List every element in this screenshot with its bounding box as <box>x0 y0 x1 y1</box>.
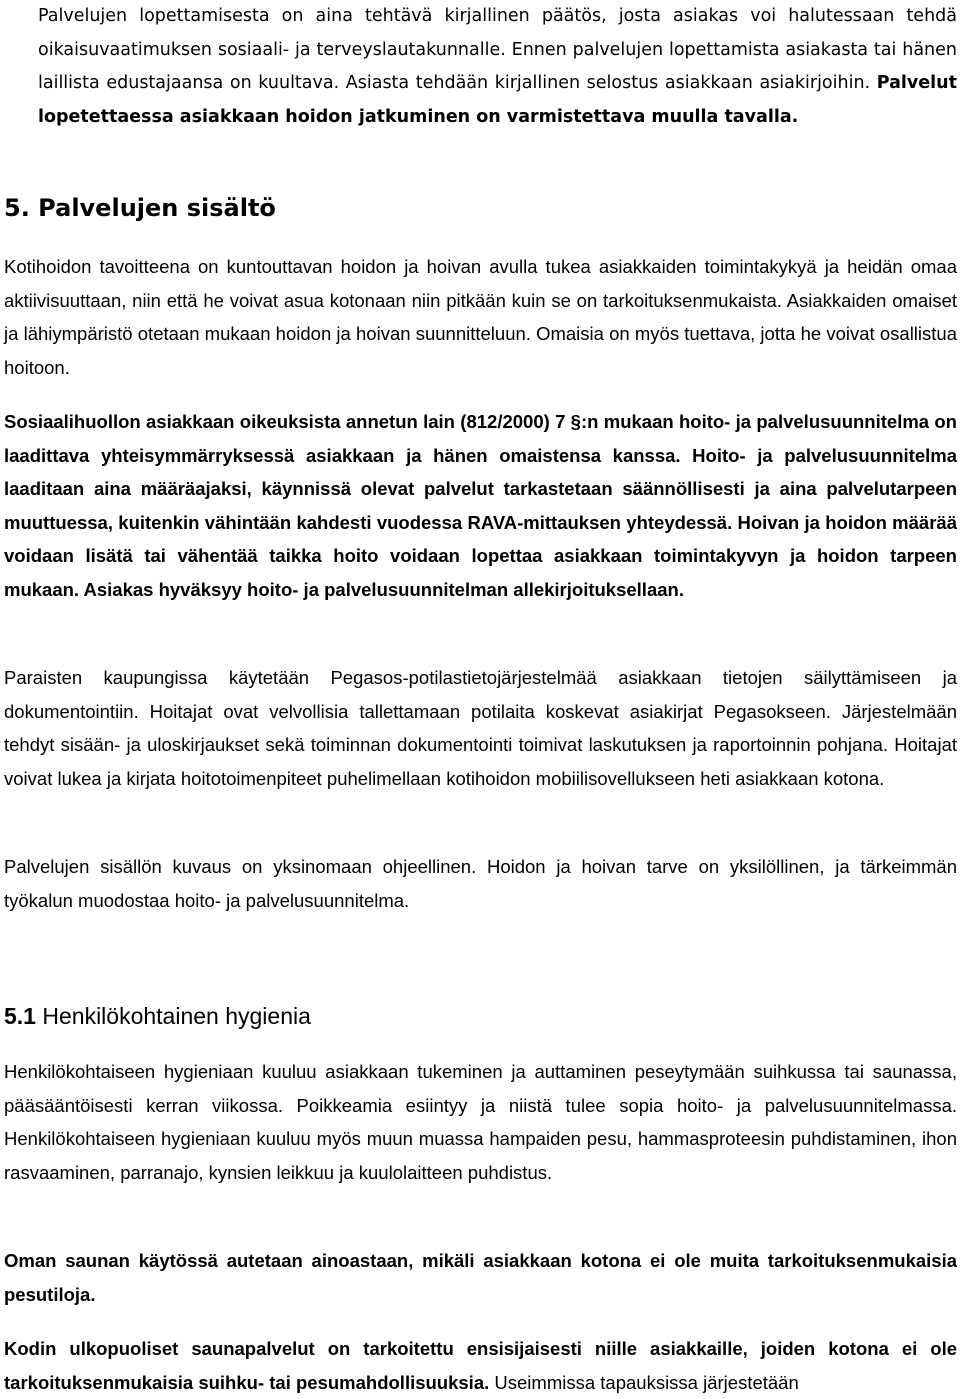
section-5-1-paragraph-1: Henkilökohtaiseen hygieniaan kuuluu asiakkaan tukeminen ja auttaminen peseytymään suihkussa tai saunassa, pääsääntöisesti kerran viikossa. Poikkeamia esiintyy ja niistä tulee sopia hoito- ja palvelusuunnitelmassa. Henkilökohtaiseen hygieniaan kuuluu myös muun muassa hampaiden pesu, hammasproteesin puhdistaminen, ihon rasvaaminen, parranajo, kynsien leikkuu ja kuulolaitteen puhdistus. <box>4 1061 957 1183</box>
section-5-paragraph-4: Palvelujen sisällön kuvaus on yksinomaan ohjeellinen. Hoidon ja hoivan tarve on yksilöllinen, ja tärkeimmän työkalun muodostaa hoito- ja palvelusuunnitelma. <box>4 856 957 911</box>
section-5-1-title: Henkilökohtainen hygienia <box>42 1003 311 1029</box>
section-5-paragraph-1: Kotihoidon tavoitteena on kuntouttavan hoidon ja hoivan avulla tukea asiakkaiden toimintakykyä ja heidän omaa aktiivisuuttaan, niin että he voivat asua kotonaan niin pitkään kuin se on tarkoituksenmukaista. Asiakkaiden omaiset ja lähiympäristö otetaan mukaan hoidon ja hoivan suunnitteluun. Omaisia on myös tuettava, jotta he voivat osallistua hoitoon. <box>4 256 957 378</box>
section-5-1-paragraph-3 <box>4 1332 957 1399</box>
section-5-1-heading <box>4 1001 957 1031</box>
intro-text: Palvelujen lopettamisesta on aina tehtävä kirjallinen päätös, josta asiakas voi halutessaan tehdä oikaisuvaatimuksen sosiaali- ja terveyslautakunnalle. Ennen palvelujen lopettamista asiakasta tai hänen laillista edustajaansa on kuultava. Asiasta tehdään kirjallinen selostus asiakkaan asiakirjoihin. <box>38 6 957 93</box>
intro-bold-text: Palvelut lopetettaessa asiakkaan hoidon jatkuminen on varmistettava muulla tavalla. <box>38 73 957 127</box>
section-5-1-paragraph-2: Oman saunan käytössä autetaan ainoastaan, mikäli asiakkaan kotona ei ole muita tarkoituksenmukaisia pesutiloja. <box>4 1250 957 1305</box>
section-5-1-paragraph-3-bold: Kodin ulkopuoliset saunapalvelut on tarkoitettu ensisijaisesti niille asiakkaille, joiden kotona ei ole tarkoituksenmukaisia suihku- tai pesumahdollisuuksia. <box>4 1338 957 1393</box>
intro-paragraph <box>38 0 957 134</box>
section-5-1-paragraph-3-text: Useimmissa tapauksissa järjestetään <box>489 1371 799 1393</box>
section-5-1-number: 5.1 <box>4 1003 36 1029</box>
section-5-paragraph-2: Sosiaalihuollon asiakkaan oikeuksista annetun lain (812/2000) 7 §:n mukaan hoito- ja palvelusuunnitelma on laadittava yhteisymmärryksessä asiakkaan ja hänen omaistensa kanssa. Hoito- ja palvelusuunnitelma laaditaan aina määräajaksi, käynnissä olevat palvelut tarkastetaan säännöllisesti ja aina palvelutarpeen muuttuessa, kuitenkin vähintään kahdesti vuodessa RAVA-mittauksen yhteydessä. Hoivan ja hoidon määrää voidaan lisätä tai vähentää taikka hoito voidaan lopettaa asiakkaan toimintakyvyn ja hoidon tarpeen mukaan. Asiakas hyväksyy hoito- ja palvelusuunnitelman allekirjoituksellaan. <box>4 411 957 600</box>
section-5-heading: 5. Palvelujen sisältö <box>4 194 276 222</box>
section-5-paragraph-3: Paraisten kaupungissa käytetään Pegasos-potilastietojärjestelmää asiakkaan tietojen säilyttämiseen ja dokumentointiin. Hoitajat ovat velvollisia tallettamaan potilaita koskevat asiakirjat Pegasokseen. Järjestelmään tehdyt sisään- ja uloskirjaukset sekä toiminnan dokumentointi toimivat laskutuksen ja raportoinnin pohjana. Hoitajat voivat lukea ja kirjata hoitotoimenpiteet puhelimellaan kotihoidon mobiilisovellukseen heti asiakkaan kotona. <box>4 667 957 789</box>
